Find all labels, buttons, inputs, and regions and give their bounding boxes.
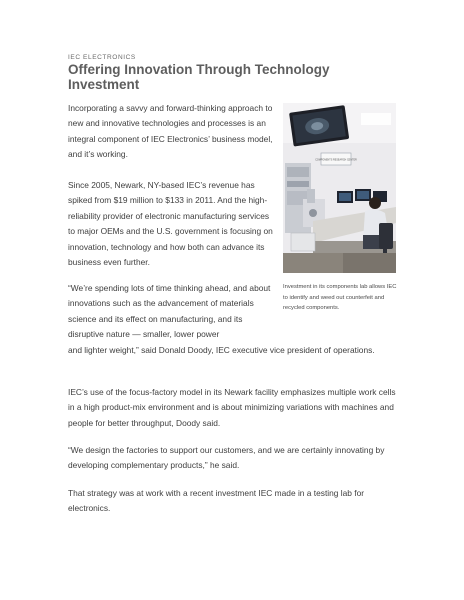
photo-caption: Investment in its components lab allows IEC to identify and weed out counterfeit and recycled components.: [283, 284, 397, 311]
paragraph-quote-end: and lighter weight,” said Donald Doody, IEC executive vice president of operations.: [68, 345, 375, 355]
paragraph-revenue: Since 2005, Newark, NY-based IEC’s revenue has spiked from $19 million to $133 in 2011. And the high-reliability provider of electronic manufacturing services to major OEMs and the U.S. government is focusing on innovation, technology and how both can advance its business even further.: [68, 180, 273, 268]
lab-sign: [315, 153, 357, 165]
paragraph-focus-factory: IEC’s use of the focus-factory model in its Newark facility emphasizes multiple work cells in a high product-mix environment and is about minimizing variations with machines and people for better throughput, Doody said.: [68, 387, 396, 428]
lab-sign-text: COMPONENTS RESEARCH CENTER: [315, 158, 357, 162]
paragraph-design-quote: “We design the factories to support our customers, and we are certainly innovating by developing complementary products,” he said.: [68, 445, 385, 471]
paragraph-strategy: That strategy was at work with a recent investment IEC made in a testing lab for electronics.: [68, 488, 365, 514]
paragraph-quote-start: “We’re spending lots of time thinking ahead, and about innovations such as the advancement of materials science and its effect on manufacturing, and its disruptive nature — smaller, lower power: [68, 283, 271, 340]
section-kicker: IEC ELECTRONICS: [68, 54, 136, 61]
paragraph-intro: Incorporating a savvy and forward-thinking approach to new and innovative technologies and processes is an integral component of IEC Electronics’ business model, and it’s working.: [68, 103, 273, 160]
article-title: Offering Innovation Through Technology Investment: [68, 62, 330, 92]
lab-photo: [283, 103, 396, 273]
